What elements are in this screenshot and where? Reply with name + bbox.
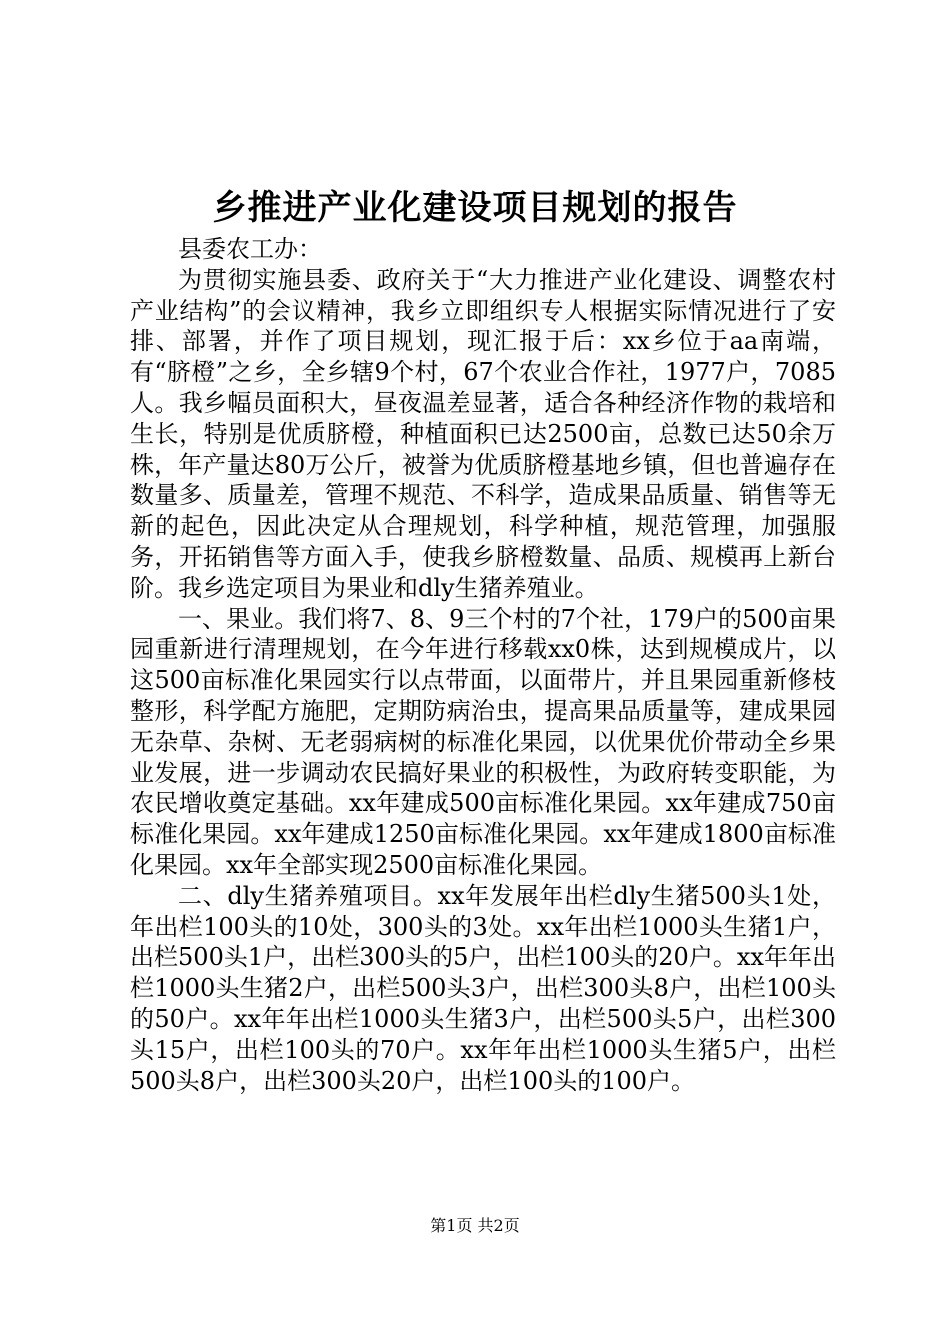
paragraph-pig-farming: 二、dly生猪养殖项目。xx年发展年出栏dly生猪500头1处，年出栏100头的10处，300头的3处。xx年出栏1000头生猪1户，出栏500头1户，出栏300头的5户，出栏100头的20户。xx年年出栏1000头生猪2户，出栏500头3户，出栏300头8户，出栏100头的50户。xx年年出栏1000头生猪3户，出栏500头5户，出栏300头15户，出栏100头的70户。xx年年出栏1000头生猪5户，出栏500头8户，出栏300头20户，出栏100头的100户。: [130, 881, 836, 1095]
document-body: [130, 234, 836, 1096]
paragraph-intro: 为贯彻实施县委、政府关于“大力推进产业化建设、调整农村产业结构”的会议精神，我乡立即组织专人根据实际情况进行了安排、部署，并作了项目规划，现汇报于后：xx乡位于aa南端，有“脐橙”之乡，全乡辖9个村，67个农业合作社，1977户，7085人。我乡幅员面积大，昼夜温差显著，适合各种经济作物的栽培和生长，特别是优质脐橙，种植面积已达2500亩，总数已达50余万株，年产量达80万公斤，被誉为优质脐橙基地乡镇，但也普遍存在数量多、质量差，管理不规范、不科学，造成果品质量、销售等无新的起色，因此决定从合理规划，科学种植，规范管理，加强服务，开拓销售等方面入手，使我乡脐橙数量、品质、规模再上新台阶。我乡选定项目为果业和dly生猪养殖业。: [130, 265, 836, 602]
document-title: 乡推进产业化建设项目规划的报告: [212, 188, 738, 228]
page-footer: 第1页 共2页: [430, 1216, 520, 1235]
paragraph-fruit-industry: 一、果业。我们将7、8、9三个村的7个社，179户的500亩果园重新进行清理规划，在今年进行移载xx0株，达到规模成片，以这500亩标准化果园实行以点带面，以面带片，并且果园重新修枝整形，科学配方施肥，定期防病治虫，提高果品质量等，建成果园无杂草、杂树、无老弱病树的标准化果园，以优果优价带动全乡果业发展，进一步调动农民搞好果业的积极性，为政府转变职能，为农民增收奠定基础。xx年建成500亩标准化果园。xx年建成750亩标准化果园。xx年建成1250亩标准化果园。xx年建成1800亩标准化果园。xx年全部实现2500亩标准化果园。: [130, 604, 836, 879]
salutation: 县委农工办：: [178, 235, 322, 263]
